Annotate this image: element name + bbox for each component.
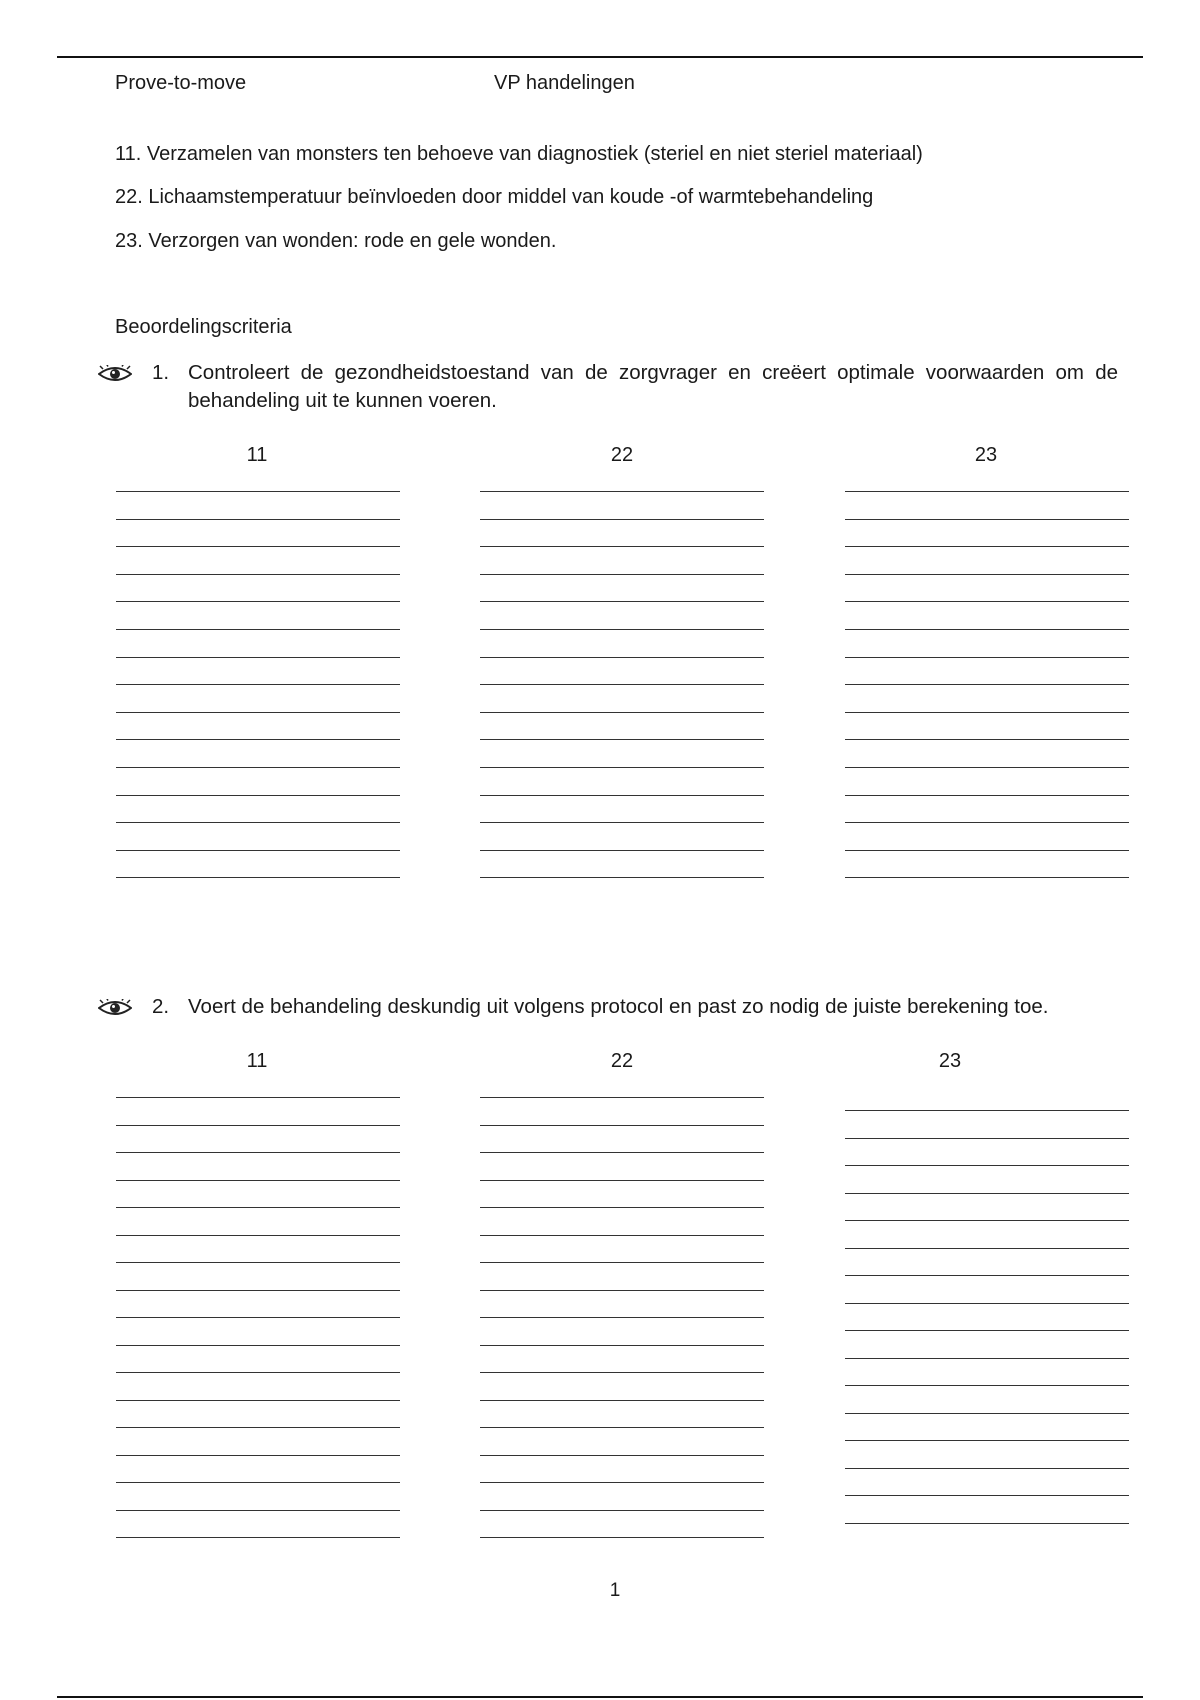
answer-line — [480, 1510, 764, 1511]
answer-line — [480, 601, 764, 602]
answer-line — [845, 1110, 1129, 1111]
answer-line — [480, 1097, 764, 1098]
answer-line — [480, 1317, 764, 1318]
column-head-23: 23 — [938, 1050, 962, 1072]
answer-line — [116, 601, 400, 602]
column-head-22: 22 — [610, 444, 634, 466]
answer-line — [845, 822, 1129, 823]
answer-line — [116, 1482, 400, 1483]
answer-line — [480, 657, 764, 658]
answer-line — [480, 574, 764, 575]
answer-line — [845, 739, 1129, 740]
answer-line — [480, 767, 764, 768]
answer-line — [480, 684, 764, 685]
answer-line — [116, 822, 400, 823]
column-head-22: 22 — [610, 1050, 634, 1072]
procedure-11: 11. Verzamelen van monsters ten behoeve van diagnostiek (steriel en niet steriel materiaal) — [115, 143, 923, 165]
answer-line — [116, 1097, 400, 1098]
answer-line — [845, 574, 1129, 575]
answer-line — [116, 491, 400, 492]
answer-line — [116, 519, 400, 520]
answer-line — [845, 1385, 1129, 1386]
answer-line — [116, 850, 400, 851]
answer-line — [480, 1345, 764, 1346]
column-head-11: 11 — [246, 444, 268, 466]
answer-line — [480, 1235, 764, 1236]
answer-line — [845, 629, 1129, 630]
procedure-22: 22. Lichaamstemperatuur beïnvloeden door middel van koude -of warmtebehandeling — [115, 186, 874, 208]
answer-line — [116, 657, 400, 658]
answer-line — [845, 1165, 1129, 1166]
answer-line — [845, 1303, 1129, 1304]
answer-line — [845, 1193, 1129, 1194]
answer-line — [480, 546, 764, 547]
header-center: VP handelingen — [494, 72, 635, 94]
answer-line — [845, 684, 1129, 685]
answer-line — [480, 1207, 764, 1208]
answer-line — [845, 1468, 1129, 1469]
criterion-text: Controleert de gezondheidstoestand van de zorgvrager en creëert optimale voorwaarden om de behandeling uit te kunnen voeren. — [188, 361, 1118, 412]
criterion-number: 2. — [152, 995, 170, 1018]
criterion-number: 1. — [152, 361, 170, 384]
column-head-23: 23 — [974, 444, 998, 466]
answer-line — [480, 822, 764, 823]
answer-line — [116, 1400, 400, 1401]
answer-line — [480, 1262, 764, 1263]
answer-line — [480, 1125, 764, 1126]
answer-line — [845, 877, 1129, 878]
answer-line — [116, 1180, 400, 1181]
answer-line — [116, 1455, 400, 1456]
answer-line — [116, 795, 400, 796]
answer-line — [116, 1317, 400, 1318]
answer-line — [116, 1345, 400, 1346]
answer-line — [480, 795, 764, 796]
answer-line — [845, 1358, 1129, 1359]
answer-line — [116, 1510, 400, 1511]
answer-line — [480, 1180, 764, 1181]
answer-line — [116, 629, 400, 630]
criterion-2 — [98, 993, 1118, 1025]
answer-line — [845, 1138, 1129, 1139]
criterion-text: Voert de behandeling deskundig uit volgens protocol en past zo nodig de juiste berekening toe. — [188, 995, 1049, 1018]
answer-line — [480, 1482, 764, 1483]
eye-icon — [98, 365, 132, 383]
answer-line — [480, 1152, 764, 1153]
answer-line — [116, 1207, 400, 1208]
procedure-23: 23. Verzorgen van wonden: rode en gele wonden. — [115, 230, 557, 252]
answer-line — [480, 1372, 764, 1373]
answer-line — [116, 739, 400, 740]
answer-line — [845, 850, 1129, 851]
eye-icon — [98, 999, 132, 1017]
answer-line — [480, 1400, 764, 1401]
answer-line — [116, 1262, 400, 1263]
answer-line — [845, 1275, 1129, 1276]
answer-line — [480, 1455, 764, 1456]
answer-line — [116, 1537, 400, 1538]
answer-line — [116, 546, 400, 547]
answer-line — [845, 1523, 1129, 1524]
answer-line — [845, 795, 1129, 796]
answer-line — [116, 877, 400, 878]
top-rule — [57, 56, 1143, 58]
answer-line — [845, 1413, 1129, 1414]
answer-line — [480, 629, 764, 630]
answer-line — [845, 1440, 1129, 1441]
answer-line — [480, 519, 764, 520]
answer-line — [480, 491, 764, 492]
answer-line — [116, 574, 400, 575]
answer-line — [116, 1372, 400, 1373]
answer-line — [845, 519, 1129, 520]
answer-line — [480, 850, 764, 851]
answer-line — [116, 1290, 400, 1291]
column-head-11: 11 — [246, 1050, 268, 1072]
answer-line — [845, 601, 1129, 602]
answer-line — [480, 712, 764, 713]
criteria-title: Beoordelingscriteria — [115, 316, 292, 338]
answer-line — [845, 1495, 1129, 1496]
answer-line — [845, 767, 1129, 768]
answer-line — [845, 1248, 1129, 1249]
answer-line — [480, 1427, 764, 1428]
answer-line — [845, 657, 1129, 658]
criterion-1 — [98, 359, 1118, 419]
answer-line — [845, 712, 1129, 713]
answer-line — [116, 767, 400, 768]
page-number: 1 — [609, 1580, 621, 1601]
answer-line — [480, 1290, 764, 1291]
answer-line — [845, 491, 1129, 492]
answer-line — [480, 1537, 764, 1538]
answer-line — [116, 712, 400, 713]
answer-line — [116, 1152, 400, 1153]
answer-line — [116, 1427, 400, 1428]
answer-line — [845, 1330, 1129, 1331]
answer-line — [480, 739, 764, 740]
answer-line — [116, 1125, 400, 1126]
answer-line — [845, 1220, 1129, 1221]
header-left: Prove-to-move — [115, 72, 247, 94]
answer-line — [845, 546, 1129, 547]
answer-line — [116, 684, 400, 685]
bottom-rule — [57, 1696, 1143, 1698]
answer-line — [116, 1235, 400, 1236]
answer-line — [480, 877, 764, 878]
